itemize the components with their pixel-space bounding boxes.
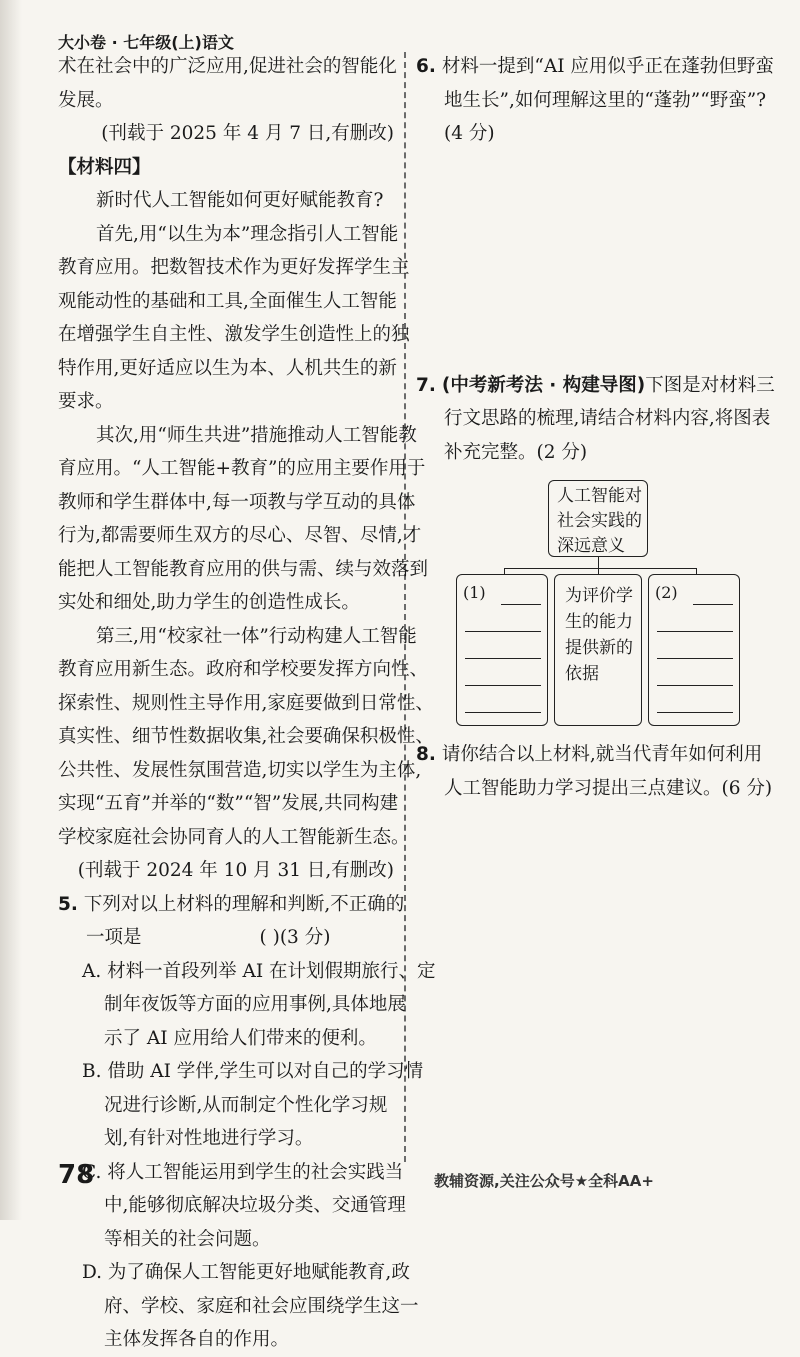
material4-line: 行为,都需要师生双方的尽心、尽智、尽情,才 <box>58 525 422 546</box>
branch-1-label: (1) <box>463 583 486 602</box>
option-d: D. 为了确保人工智能更好地赋能教育,政 <box>82 1262 410 1283</box>
material4-line: 学校家庭社会协同育人的人工智能新生态。 <box>58 826 410 848</box>
question-6-answer-space[interactable] <box>416 151 766 369</box>
option-b-cont: 况进行诊断,从而制定个性化学习规 <box>104 1094 388 1116</box>
material4-line: 教师和学生群体中,每一项教与学互动的具体 <box>58 491 416 513</box>
material4-line: 观能动性的基础和工具,全面催生人工智能 <box>58 290 397 312</box>
material4-title: 【材料四】 <box>58 156 151 178</box>
answer-line[interactable] <box>657 685 733 686</box>
material4-line: 特作用,更好适应以生为本、人机共生的新 <box>58 357 397 379</box>
answer-line[interactable] <box>465 631 541 632</box>
left-column <box>58 50 436 1357</box>
footer-note: 教辅资源,关注公众号★全科AA+ <box>434 1172 654 1190</box>
branch-3-label: (2) <box>655 583 678 602</box>
material4-line: 育应用。“人工智能+教育”的应用主要作用于 <box>58 458 426 479</box>
material4-line: 首先,用“以生为本”理念指引人工智能 <box>96 223 399 245</box>
answer-line[interactable] <box>465 658 541 659</box>
question-7-stem-cont: 补充完整。(2 分) <box>444 441 588 463</box>
question-8-stem-cont: 人工智能助力学习提出三点建议。(6 分) <box>444 777 773 799</box>
material4-line: 其次,用“师生共进”措施推动人工智能教 <box>96 424 417 446</box>
material4-line: 实处和细处,助力学生的创造性成长。 <box>58 592 360 613</box>
answer-line[interactable] <box>657 631 733 632</box>
option-c-cont: 中,能够彻底解决垃圾分类、交通管理 <box>104 1195 406 1216</box>
material4-line: 探索性、规则性主导作用,家庭要做到日常性、 <box>58 692 434 714</box>
option-c-cont: 等相关的社会问题。 <box>104 1228 271 1250</box>
material4-line: 实现“五育”并举的“数”“智”发展,共同构建 <box>58 793 399 814</box>
answer-line[interactable] <box>693 604 733 605</box>
material4-line: 真实性、细节性数据收集,社会要确保积极性、 <box>58 726 434 747</box>
mind-map-branch-2: 为评价学 生的能力 提供新的 依据 <box>554 574 642 726</box>
book-header: 大小卷 · 七年级(上)语文 <box>58 33 234 52</box>
connector <box>504 568 696 569</box>
answer-line[interactable] <box>465 712 541 713</box>
material3-line: 术在社会中的广泛应用,促进社会的智能化 <box>58 56 397 77</box>
answer-line[interactable] <box>501 604 541 605</box>
question-6-stem-cont: 地生长”,如何理解这里的“蓬勃”“野蛮”? <box>444 89 767 111</box>
option-a-cont: 制年夜饭等方面的应用事例,具体地展 <box>104 994 406 1015</box>
question-8 <box>416 738 776 1145</box>
option-c: C. 将人工智能运用到学生的社会实践当 <box>82 1161 404 1183</box>
answer-line[interactable] <box>465 685 541 686</box>
question-8-number: 8. <box>416 744 436 765</box>
mind-map <box>456 480 776 730</box>
option-b-cont: 划,有针对性地进行学习。 <box>104 1128 314 1149</box>
material3-source: (刊载于 2025 年 4 月 7 日,有删改) <box>101 123 394 144</box>
right-column <box>416 50 775 469</box>
option-d-cont: 主体发挥各自的作用。 <box>104 1329 290 1350</box>
answer-blank[interactable]: ( )(3 分) <box>259 927 331 948</box>
material4-line: 教育应用新生态。政府和学校要发挥方向性、 <box>58 659 429 680</box>
question-6-stem: 6. 材料一提到“AI 应用似乎正在蓬勃但野蛮 <box>416 56 774 77</box>
material4-source: (刊载于 2024 年 10 月 31 日,有删改) <box>77 860 394 881</box>
connector <box>598 557 599 568</box>
question-5-stem-cont: 一项是 ( )(3 分) <box>86 927 331 948</box>
answer-line[interactable] <box>657 658 733 659</box>
mind-map-branch-1[interactable] <box>456 574 548 726</box>
page-number: 78 <box>58 1160 95 1190</box>
material3-line: 发展。 <box>58 89 114 111</box>
material4-line: 公共性、发展性氛围营造,切实以学生为主体, <box>58 759 422 781</box>
question-6-stem-cont: (4 分) <box>444 123 495 144</box>
material4-line: 在增强学生自主性、激发学生创造性上的独 <box>58 324 410 345</box>
question-6-number: 6. <box>416 56 436 77</box>
question-5-number: 5. <box>58 893 78 915</box>
material4-line: 教育应用。把数智技术作为更好发挥学生主 <box>58 257 410 278</box>
question-7-stem: 7. (中考新考法 · 构建导图)下图是对材料三 <box>416 374 775 396</box>
question-7-number: 7. <box>416 374 436 396</box>
question-5-stem: 5. 下列对以上材料的理解和判断,不正确的 <box>58 893 405 915</box>
question-8-stem: 8. 请你结合以上材料,就当代青年如何利用 <box>416 744 763 765</box>
question-7-stem-cont: 行文思路的梳理,请结合材料内容,将图表 <box>444 408 771 429</box>
question-8-answer-space[interactable] <box>416 805 776 1145</box>
option-d-cont: 府、学校、家庭和社会应围绕学生这一 <box>104 1295 419 1317</box>
option-a: A. 材料一首段列举 AI 在计划假期旅行、定 <box>82 960 436 982</box>
material4-line: 要求。 <box>58 391 114 412</box>
answer-line[interactable] <box>657 712 733 713</box>
material4-line: 新时代人工智能如何更好赋能教育? <box>96 190 384 211</box>
option-b: B. 借助 AI 学伴,学生可以对自己的学习情 <box>82 1061 424 1082</box>
material4-line: 能把人工智能教育应用的供与需、续与效落到 <box>58 558 429 580</box>
mind-map-branch-3[interactable] <box>648 574 740 726</box>
material4-line: 第三,用“校家社一体”行动构建人工智能 <box>96 625 417 647</box>
mind-map-root: 人工智能对 社会实践的 深远意义 <box>548 480 648 557</box>
question-7-tag: (中考新考法 · 构建导图) <box>441 374 646 396</box>
option-a-cont: 示了 AI 应用给人们带来的便利。 <box>104 1027 377 1049</box>
page-edge <box>0 0 22 1220</box>
